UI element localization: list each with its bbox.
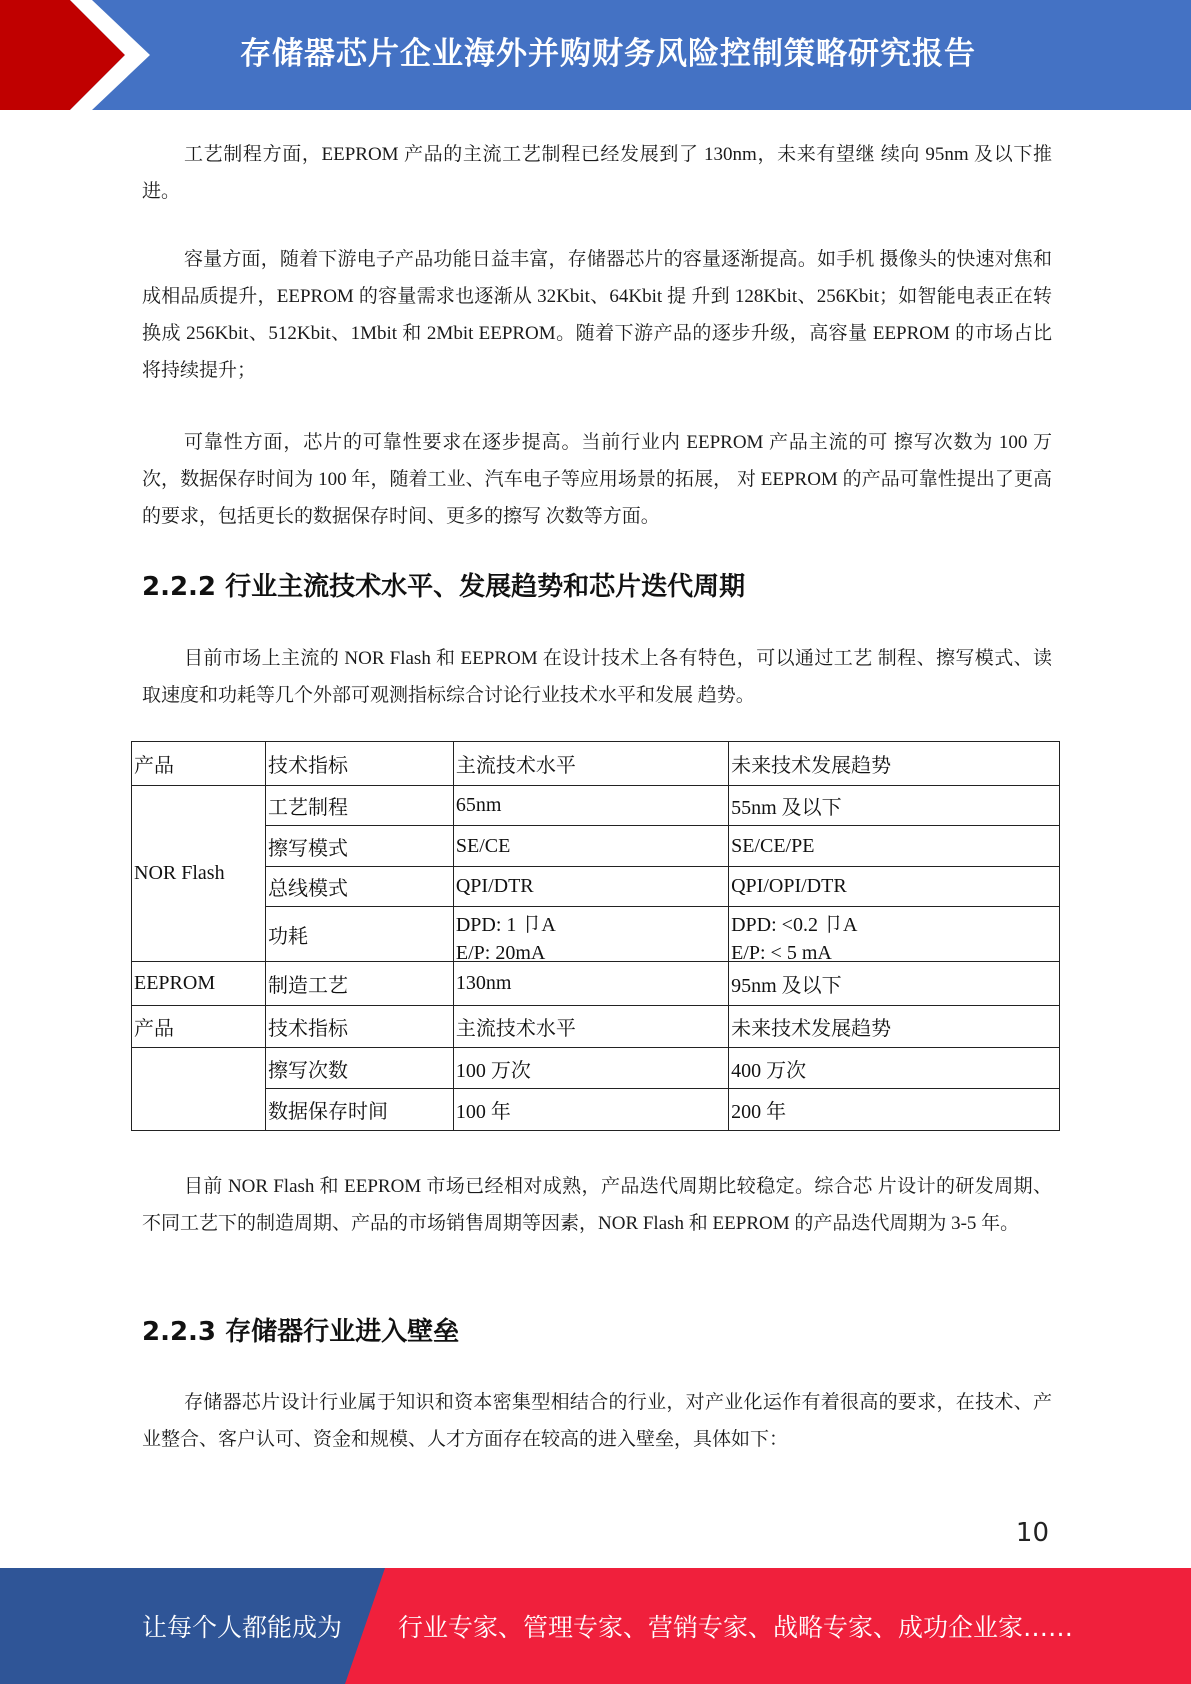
table-row [132, 786, 1060, 826]
power-future-line-1: DPD: <0.2 卩A [731, 914, 858, 936]
table-header-cell: 主流技术水平 [453, 742, 728, 786]
table-header-cell: 产品 [132, 742, 266, 786]
table-header-cell: 未来技术发展趋势 [729, 1006, 1060, 1048]
table-cell: 130nm [453, 962, 728, 1006]
section-heading-2-2-3: 2.2.3 存储器行业进入壁垒 [142, 1317, 460, 1347]
table-cell [729, 907, 1060, 962]
table-cell: QPI/DTR [453, 867, 728, 907]
table-row-power [132, 907, 1060, 962]
footer-slogan-right: 行业专家、管理专家、营销专家、战略专家、成功企业家…… [398, 1613, 1074, 1642]
table-cell: SE/CE/PE [729, 826, 1060, 867]
page-header-banner [0, 0, 1191, 110]
table-cell [453, 907, 728, 962]
table-cell: 制造工艺 [266, 962, 454, 1006]
table-cell: 100 万次 [453, 1048, 728, 1089]
table-row [132, 826, 1060, 867]
table-cell: 总线模式 [266, 867, 454, 907]
power-current-line-2: E/P: 20mA [455, 942, 546, 961]
paragraph-tech-intro: 目前市场上主流的 NOR Flash 和 EEPROM 在设计技术上各有特色，可以通过工艺 制程、擦写模式、读取速度和功耗等几个外部可观测指标综合讨论行业技术水平和发展 趋势。 [142, 648, 1052, 706]
tech-comparison-table [131, 741, 1060, 1131]
table-header-row [132, 742, 1060, 786]
table-cell: 工艺制程 [266, 786, 454, 826]
product-cell-nor-flash: NOR Flash [132, 786, 266, 962]
product-cell-empty [132, 1048, 266, 1131]
paragraph-entry-barriers: 存储器芯片设计行业属于知识和资本密集型相结合的行业，对产业化运作有着很高的要求，在技术、产业整合、客户认可、资金和规模、人才方面存在较高的进入壁垒，具体如下： [142, 1392, 1052, 1450]
power-future-line-2: E/P: < 5 mA [731, 942, 832, 961]
table-row [132, 962, 1060, 1006]
table-cell: 400 万次 [729, 1048, 1060, 1089]
page-number: 10 [1015, 1518, 1049, 1548]
paragraph-process: 工艺制程方面，EEPROM 产品的主流工艺制程已经发展到了 130nm，未来有望继 续向 95nm 及以下推进。 [142, 144, 1052, 202]
table-cell: SE/CE [453, 826, 728, 867]
report-title: 存储器芯片企业海外并购财务风险控制策略研究报告 [240, 36, 976, 72]
page-footer-banner [0, 1568, 1191, 1684]
table-header-cell: 技术指标 [266, 742, 454, 786]
power-current-line-1: DPD: 1 卩A [455, 914, 556, 936]
table-cell: QPI/OPI/DTR [729, 867, 1060, 907]
table-cell: 100 年 [453, 1089, 728, 1131]
table-header-cell: 技术指标 [266, 1006, 454, 1048]
table-repeat-header-row [132, 1006, 1060, 1048]
table-cell: 200 年 [729, 1089, 1060, 1131]
table-row [132, 1048, 1060, 1089]
paragraph-iteration-cycle: 目前 NOR Flash 和 EEPROM 市场已经相对成熟，产品迭代周期比较稳定。综合芯 片设计的研发周期、不同工艺下的制造周期、产品的市场销售周期等因素，NOR Flash 和 EEPROM 的产品迭代周期为 3-5 年。 [142, 1176, 1052, 1234]
table-row [132, 1089, 1060, 1131]
paragraph-reliability: 可靠性方面，芯片的可靠性要求在逐步提高。当前行业内 EEPROM 产品主流的可 擦写次数为 100 万次，数据保存时间为 100 年，随着工业、汽车电子等应用场景的拓展， 对 EEPROM 的产品可靠性提出了更高的要求，包括更长的数据保存时间、更多的擦写 次数等方面。 [142, 432, 1052, 527]
table-cell: 功耗 [266, 907, 454, 962]
table-cell: 95nm 及以下 [729, 962, 1060, 1006]
footer-slogan-left: 让每个人都能成为 [142, 1613, 343, 1642]
table-cell: 55nm 及以下 [729, 786, 1060, 826]
table-cell: 65nm [453, 786, 728, 826]
section-heading-2-2-2: 2.2.2 行业主流技术水平、发展趋势和芯片迭代周期 [142, 572, 746, 602]
product-cell-eeprom: EEPROM [132, 962, 266, 1006]
table-cell: 擦写模式 [266, 826, 454, 867]
paragraph-capacity: 容量方面，随着下游电子产品功能日益丰富，存储器芯片的容量逐渐提高。如手机 摄像头的快速对焦和成相品质提升，EEPROM 的容量需求也逐渐从 32Kbit、64Kbit 提 升到 128Kbit、256Kbit；如智能电表正在转换成 256Kbit、512Kbit、1Mbit 和 2Mbit EEPROM。随着下游产品的逐步升级，高容量 EEPROM 的市场占比将持续提升； [142, 249, 1052, 381]
table-row [132, 867, 1060, 907]
table-header-cell: 主流技术水平 [453, 1006, 728, 1048]
table-cell: 数据保存时间 [266, 1089, 454, 1131]
table-cell: 擦写次数 [266, 1048, 454, 1089]
table-header-cell: 未来技术发展趋势 [729, 742, 1060, 786]
table-header-cell: 产品 [132, 1006, 266, 1048]
